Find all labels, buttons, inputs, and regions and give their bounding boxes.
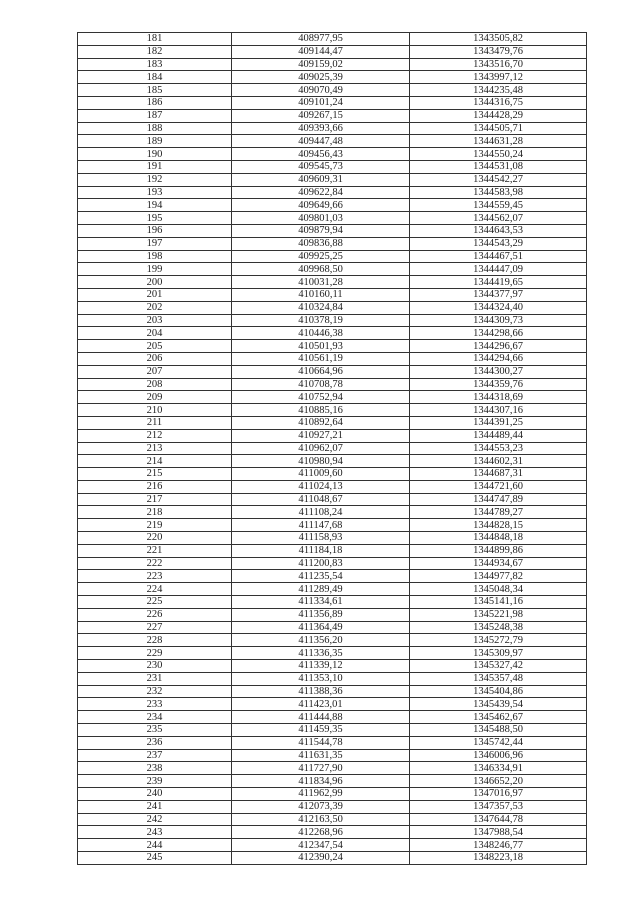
point-number-cell: 244 bbox=[78, 839, 232, 852]
point-number-cell: 205 bbox=[78, 340, 232, 353]
y-coordinate-cell: 1345357,48 bbox=[410, 672, 587, 685]
y-coordinate-cell: 1344934,67 bbox=[410, 557, 587, 570]
y-coordinate-cell: 1345141,16 bbox=[410, 596, 587, 609]
x-coordinate-cell: 410446,38 bbox=[232, 327, 410, 340]
y-coordinate-cell: 1344294,66 bbox=[410, 352, 587, 365]
table-row bbox=[78, 570, 587, 583]
point-number-cell: 220 bbox=[78, 532, 232, 545]
point-number-cell: 204 bbox=[78, 327, 232, 340]
y-coordinate-cell: 1345309,97 bbox=[410, 647, 587, 660]
table-row bbox=[78, 71, 587, 84]
x-coordinate-cell: 409101,24 bbox=[232, 96, 410, 109]
point-number-cell: 195 bbox=[78, 212, 232, 225]
coordinates-table-body bbox=[78, 33, 587, 865]
x-coordinate-cell: 411009,60 bbox=[232, 468, 410, 481]
y-coordinate-cell: 1344721,60 bbox=[410, 480, 587, 493]
point-number-cell: 242 bbox=[78, 813, 232, 826]
table-row bbox=[78, 391, 587, 404]
point-number-cell: 223 bbox=[78, 570, 232, 583]
y-coordinate-cell: 1344467,51 bbox=[410, 250, 587, 263]
y-coordinate-cell: 1344296,67 bbox=[410, 340, 587, 353]
point-number-cell: 209 bbox=[78, 391, 232, 404]
x-coordinate-cell: 411235,54 bbox=[232, 570, 410, 583]
point-number-cell: 231 bbox=[78, 672, 232, 685]
y-coordinate-cell: 1344318,69 bbox=[410, 391, 587, 404]
point-number-cell: 233 bbox=[78, 698, 232, 711]
table-row bbox=[78, 493, 587, 506]
table-row bbox=[78, 173, 587, 186]
y-coordinate-cell: 1344505,71 bbox=[410, 122, 587, 135]
point-number-cell: 218 bbox=[78, 506, 232, 519]
y-coordinate-cell: 1345488,50 bbox=[410, 724, 587, 737]
point-number-cell: 240 bbox=[78, 788, 232, 801]
x-coordinate-cell: 409622,84 bbox=[232, 186, 410, 199]
point-number-cell: 210 bbox=[78, 404, 232, 417]
point-number-cell: 203 bbox=[78, 314, 232, 327]
point-number-cell: 185 bbox=[78, 84, 232, 97]
table-row bbox=[78, 122, 587, 135]
point-number-cell: 216 bbox=[78, 480, 232, 493]
table-row bbox=[78, 288, 587, 301]
point-number-cell: 221 bbox=[78, 544, 232, 557]
x-coordinate-cell: 411048,67 bbox=[232, 493, 410, 506]
y-coordinate-cell: 1344583,98 bbox=[410, 186, 587, 199]
x-coordinate-cell: 411353,10 bbox=[232, 672, 410, 685]
y-coordinate-cell: 1344307,16 bbox=[410, 404, 587, 417]
table-row bbox=[78, 276, 587, 289]
x-coordinate-cell: 411544,78 bbox=[232, 736, 410, 749]
table-row bbox=[78, 647, 587, 660]
x-coordinate-cell: 410378,19 bbox=[232, 314, 410, 327]
point-number-cell: 184 bbox=[78, 71, 232, 84]
x-coordinate-cell: 412390,24 bbox=[232, 852, 410, 865]
y-coordinate-cell: 1344419,65 bbox=[410, 276, 587, 289]
y-coordinate-cell: 1345248,38 bbox=[410, 621, 587, 634]
point-number-cell: 234 bbox=[78, 711, 232, 724]
table-row bbox=[78, 148, 587, 161]
y-coordinate-cell: 1344324,40 bbox=[410, 301, 587, 314]
x-coordinate-cell: 411356,89 bbox=[232, 608, 410, 621]
table-row bbox=[78, 340, 587, 353]
point-number-cell: 229 bbox=[78, 647, 232, 660]
point-number-cell: 201 bbox=[78, 288, 232, 301]
y-coordinate-cell: 1344631,28 bbox=[410, 135, 587, 148]
table-row bbox=[78, 532, 587, 545]
table-row bbox=[78, 839, 587, 852]
x-coordinate-cell: 409070,49 bbox=[232, 84, 410, 97]
y-coordinate-cell: 1347357,53 bbox=[410, 800, 587, 813]
y-coordinate-cell: 1344550,24 bbox=[410, 148, 587, 161]
table-row bbox=[78, 160, 587, 173]
point-number-cell: 190 bbox=[78, 148, 232, 161]
x-coordinate-cell: 411444,88 bbox=[232, 711, 410, 724]
coordinates-table bbox=[77, 32, 587, 865]
y-coordinate-cell: 1344602,31 bbox=[410, 455, 587, 468]
point-number-cell: 232 bbox=[78, 685, 232, 698]
x-coordinate-cell: 411289,49 bbox=[232, 583, 410, 596]
table-row bbox=[78, 596, 587, 609]
x-coordinate-cell: 409879,94 bbox=[232, 224, 410, 237]
point-number-cell: 224 bbox=[78, 583, 232, 596]
y-coordinate-cell: 1345462,67 bbox=[410, 711, 587, 724]
table-row bbox=[78, 186, 587, 199]
table-row bbox=[78, 442, 587, 455]
x-coordinate-cell: 410324,84 bbox=[232, 301, 410, 314]
x-coordinate-cell: 410708,78 bbox=[232, 378, 410, 391]
x-coordinate-cell: 409609,31 bbox=[232, 173, 410, 186]
table-row bbox=[78, 634, 587, 647]
x-coordinate-cell: 410885,16 bbox=[232, 404, 410, 417]
table-row bbox=[78, 506, 587, 519]
x-coordinate-cell: 409393,66 bbox=[232, 122, 410, 135]
x-coordinate-cell: 410980,94 bbox=[232, 455, 410, 468]
y-coordinate-cell: 1347988,54 bbox=[410, 826, 587, 839]
x-coordinate-cell: 411388,36 bbox=[232, 685, 410, 698]
y-coordinate-cell: 1344562,07 bbox=[410, 212, 587, 225]
table-row bbox=[78, 762, 587, 775]
x-coordinate-cell: 409649,66 bbox=[232, 199, 410, 212]
point-number-cell: 186 bbox=[78, 96, 232, 109]
table-row bbox=[78, 263, 587, 276]
x-coordinate-cell: 411336,35 bbox=[232, 647, 410, 660]
point-number-cell: 208 bbox=[78, 378, 232, 391]
point-number-cell: 194 bbox=[78, 199, 232, 212]
y-coordinate-cell: 1345272,79 bbox=[410, 634, 587, 647]
x-coordinate-cell: 412268,96 bbox=[232, 826, 410, 839]
y-coordinate-cell: 1344543,29 bbox=[410, 237, 587, 250]
y-coordinate-cell: 1344359,76 bbox=[410, 378, 587, 391]
y-coordinate-cell: 1343997,12 bbox=[410, 71, 587, 84]
table-row bbox=[78, 468, 587, 481]
x-coordinate-cell: 411024,13 bbox=[232, 480, 410, 493]
y-coordinate-cell: 1348246,77 bbox=[410, 839, 587, 852]
table-row bbox=[78, 852, 587, 865]
x-coordinate-cell: 411334,61 bbox=[232, 596, 410, 609]
x-coordinate-cell: 411364,49 bbox=[232, 621, 410, 634]
point-number-cell: 181 bbox=[78, 33, 232, 46]
point-number-cell: 193 bbox=[78, 186, 232, 199]
y-coordinate-cell: 1344899,86 bbox=[410, 544, 587, 557]
table-row bbox=[78, 749, 587, 762]
table-row bbox=[78, 711, 587, 724]
x-coordinate-cell: 410031,28 bbox=[232, 276, 410, 289]
x-coordinate-cell: 409025,39 bbox=[232, 71, 410, 84]
x-coordinate-cell: 412163,50 bbox=[232, 813, 410, 826]
table-row bbox=[78, 314, 587, 327]
table-row bbox=[78, 365, 587, 378]
point-number-cell: 200 bbox=[78, 276, 232, 289]
x-coordinate-cell: 411147,68 bbox=[232, 519, 410, 532]
y-coordinate-cell: 1344391,25 bbox=[410, 416, 587, 429]
y-coordinate-cell: 1346006,96 bbox=[410, 749, 587, 762]
x-coordinate-cell: 410752,94 bbox=[232, 391, 410, 404]
point-number-cell: 202 bbox=[78, 301, 232, 314]
x-coordinate-cell: 409836,88 bbox=[232, 237, 410, 250]
point-number-cell: 196 bbox=[78, 224, 232, 237]
point-number-cell: 188 bbox=[78, 122, 232, 135]
table-row bbox=[78, 84, 587, 97]
x-coordinate-cell: 411158,93 bbox=[232, 532, 410, 545]
y-coordinate-cell: 1344377,97 bbox=[410, 288, 587, 301]
point-number-cell: 198 bbox=[78, 250, 232, 263]
point-number-cell: 219 bbox=[78, 519, 232, 532]
table-row bbox=[78, 429, 587, 442]
y-coordinate-cell: 1344428,29 bbox=[410, 109, 587, 122]
x-coordinate-cell: 411962,99 bbox=[232, 788, 410, 801]
y-coordinate-cell: 1347016,97 bbox=[410, 788, 587, 801]
x-coordinate-cell: 411459,35 bbox=[232, 724, 410, 737]
point-number-cell: 214 bbox=[78, 455, 232, 468]
x-coordinate-cell: 411184,18 bbox=[232, 544, 410, 557]
table-row bbox=[78, 45, 587, 58]
x-coordinate-cell: 409925,25 bbox=[232, 250, 410, 263]
point-number-cell: 227 bbox=[78, 621, 232, 634]
x-coordinate-cell: 409144,47 bbox=[232, 45, 410, 58]
point-number-cell: 199 bbox=[78, 263, 232, 276]
point-number-cell: 207 bbox=[78, 365, 232, 378]
y-coordinate-cell: 1346334,91 bbox=[410, 762, 587, 775]
point-number-cell: 212 bbox=[78, 429, 232, 442]
y-coordinate-cell: 1344489,44 bbox=[410, 429, 587, 442]
table-row bbox=[78, 544, 587, 557]
table-row bbox=[78, 788, 587, 801]
x-coordinate-cell: 410160,11 bbox=[232, 288, 410, 301]
x-coordinate-cell: 409267,15 bbox=[232, 109, 410, 122]
x-coordinate-cell: 411339,12 bbox=[232, 660, 410, 673]
point-number-cell: 215 bbox=[78, 468, 232, 481]
table-row bbox=[78, 826, 587, 839]
y-coordinate-cell: 1344300,27 bbox=[410, 365, 587, 378]
y-coordinate-cell: 1344235,48 bbox=[410, 84, 587, 97]
x-coordinate-cell: 409801,03 bbox=[232, 212, 410, 225]
table-row bbox=[78, 455, 587, 468]
point-number-cell: 238 bbox=[78, 762, 232, 775]
x-coordinate-cell: 409159,02 bbox=[232, 58, 410, 71]
x-coordinate-cell: 410664,96 bbox=[232, 365, 410, 378]
point-number-cell: 211 bbox=[78, 416, 232, 429]
table-row bbox=[78, 698, 587, 711]
x-coordinate-cell: 411423,01 bbox=[232, 698, 410, 711]
table-row bbox=[78, 250, 587, 263]
y-coordinate-cell: 1344531,08 bbox=[410, 160, 587, 173]
point-number-cell: 192 bbox=[78, 173, 232, 186]
y-coordinate-cell: 1344559,45 bbox=[410, 199, 587, 212]
y-coordinate-cell: 1343479,76 bbox=[410, 45, 587, 58]
table-row bbox=[78, 480, 587, 493]
x-coordinate-cell: 410962,07 bbox=[232, 442, 410, 455]
y-coordinate-cell: 1343505,82 bbox=[410, 33, 587, 46]
y-coordinate-cell: 1344848,18 bbox=[410, 532, 587, 545]
y-coordinate-cell: 1344828,15 bbox=[410, 519, 587, 532]
y-coordinate-cell: 1347644,78 bbox=[410, 813, 587, 826]
y-coordinate-cell: 1348223,18 bbox=[410, 852, 587, 865]
y-coordinate-cell: 1344553,23 bbox=[410, 442, 587, 455]
table-row bbox=[78, 736, 587, 749]
x-coordinate-cell: 409447,48 bbox=[232, 135, 410, 148]
point-number-cell: 183 bbox=[78, 58, 232, 71]
x-coordinate-cell: 409968,50 bbox=[232, 263, 410, 276]
table-row bbox=[78, 33, 587, 46]
y-coordinate-cell: 1343516,70 bbox=[410, 58, 587, 71]
y-coordinate-cell: 1344542,27 bbox=[410, 173, 587, 186]
y-coordinate-cell: 1344687,31 bbox=[410, 468, 587, 481]
x-coordinate-cell: 410561,19 bbox=[232, 352, 410, 365]
table-row bbox=[78, 224, 587, 237]
table-row bbox=[78, 775, 587, 788]
table-row bbox=[78, 608, 587, 621]
y-coordinate-cell: 1344309,73 bbox=[410, 314, 587, 327]
x-coordinate-cell: 410892,64 bbox=[232, 416, 410, 429]
y-coordinate-cell: 1346652,20 bbox=[410, 775, 587, 788]
point-number-cell: 236 bbox=[78, 736, 232, 749]
y-coordinate-cell: 1344747,89 bbox=[410, 493, 587, 506]
y-coordinate-cell: 1345439,54 bbox=[410, 698, 587, 711]
y-coordinate-cell: 1345048,34 bbox=[410, 583, 587, 596]
table-row bbox=[78, 96, 587, 109]
table-row bbox=[78, 327, 587, 340]
x-coordinate-cell: 409456,43 bbox=[232, 148, 410, 161]
point-number-cell: 226 bbox=[78, 608, 232, 621]
x-coordinate-cell: 409545,73 bbox=[232, 160, 410, 173]
point-number-cell: 230 bbox=[78, 660, 232, 673]
y-coordinate-cell: 1344977,82 bbox=[410, 570, 587, 583]
y-coordinate-cell: 1345221,98 bbox=[410, 608, 587, 621]
point-number-cell: 206 bbox=[78, 352, 232, 365]
x-coordinate-cell: 412073,39 bbox=[232, 800, 410, 813]
point-number-cell: 235 bbox=[78, 724, 232, 737]
table-row bbox=[78, 404, 587, 417]
table-row bbox=[78, 416, 587, 429]
y-coordinate-cell: 1344789,27 bbox=[410, 506, 587, 519]
point-number-cell: 241 bbox=[78, 800, 232, 813]
x-coordinate-cell: 411631,35 bbox=[232, 749, 410, 762]
x-coordinate-cell: 411834,96 bbox=[232, 775, 410, 788]
table-row bbox=[78, 237, 587, 250]
table-row bbox=[78, 685, 587, 698]
table-row bbox=[78, 199, 587, 212]
point-number-cell: 197 bbox=[78, 237, 232, 250]
table-row bbox=[78, 378, 587, 391]
x-coordinate-cell: 411356,20 bbox=[232, 634, 410, 647]
y-coordinate-cell: 1344298,66 bbox=[410, 327, 587, 340]
point-number-cell: 228 bbox=[78, 634, 232, 647]
x-coordinate-cell: 412347,54 bbox=[232, 839, 410, 852]
point-number-cell: 182 bbox=[78, 45, 232, 58]
y-coordinate-cell: 1345742,44 bbox=[410, 736, 587, 749]
x-coordinate-cell: 410927,21 bbox=[232, 429, 410, 442]
y-coordinate-cell: 1344316,75 bbox=[410, 96, 587, 109]
point-number-cell: 237 bbox=[78, 749, 232, 762]
table-row bbox=[78, 672, 587, 685]
table-row bbox=[78, 621, 587, 634]
point-number-cell: 189 bbox=[78, 135, 232, 148]
x-coordinate-cell: 410501,93 bbox=[232, 340, 410, 353]
table-row bbox=[78, 135, 587, 148]
point-number-cell: 187 bbox=[78, 109, 232, 122]
table-row bbox=[78, 519, 587, 532]
point-number-cell: 225 bbox=[78, 596, 232, 609]
y-coordinate-cell: 1345327,42 bbox=[410, 660, 587, 673]
table-row bbox=[78, 212, 587, 225]
x-coordinate-cell: 411108,24 bbox=[232, 506, 410, 519]
point-number-cell: 191 bbox=[78, 160, 232, 173]
table-row bbox=[78, 800, 587, 813]
table-row bbox=[78, 583, 587, 596]
x-coordinate-cell: 411200,83 bbox=[232, 557, 410, 570]
table-row bbox=[78, 352, 587, 365]
y-coordinate-cell: 1345404,86 bbox=[410, 685, 587, 698]
point-number-cell: 245 bbox=[78, 852, 232, 865]
table-row bbox=[78, 660, 587, 673]
table-row bbox=[78, 813, 587, 826]
point-number-cell: 217 bbox=[78, 493, 232, 506]
table-row bbox=[78, 109, 587, 122]
y-coordinate-cell: 1344643,53 bbox=[410, 224, 587, 237]
point-number-cell: 239 bbox=[78, 775, 232, 788]
y-coordinate-cell: 1344447,09 bbox=[410, 263, 587, 276]
table-row bbox=[78, 557, 587, 570]
table-row bbox=[78, 724, 587, 737]
point-number-cell: 213 bbox=[78, 442, 232, 455]
table-row bbox=[78, 301, 587, 314]
x-coordinate-cell: 411727,90 bbox=[232, 762, 410, 775]
x-coordinate-cell: 408977,95 bbox=[232, 33, 410, 46]
point-number-cell: 222 bbox=[78, 557, 232, 570]
point-number-cell: 243 bbox=[78, 826, 232, 839]
table-row bbox=[78, 58, 587, 71]
